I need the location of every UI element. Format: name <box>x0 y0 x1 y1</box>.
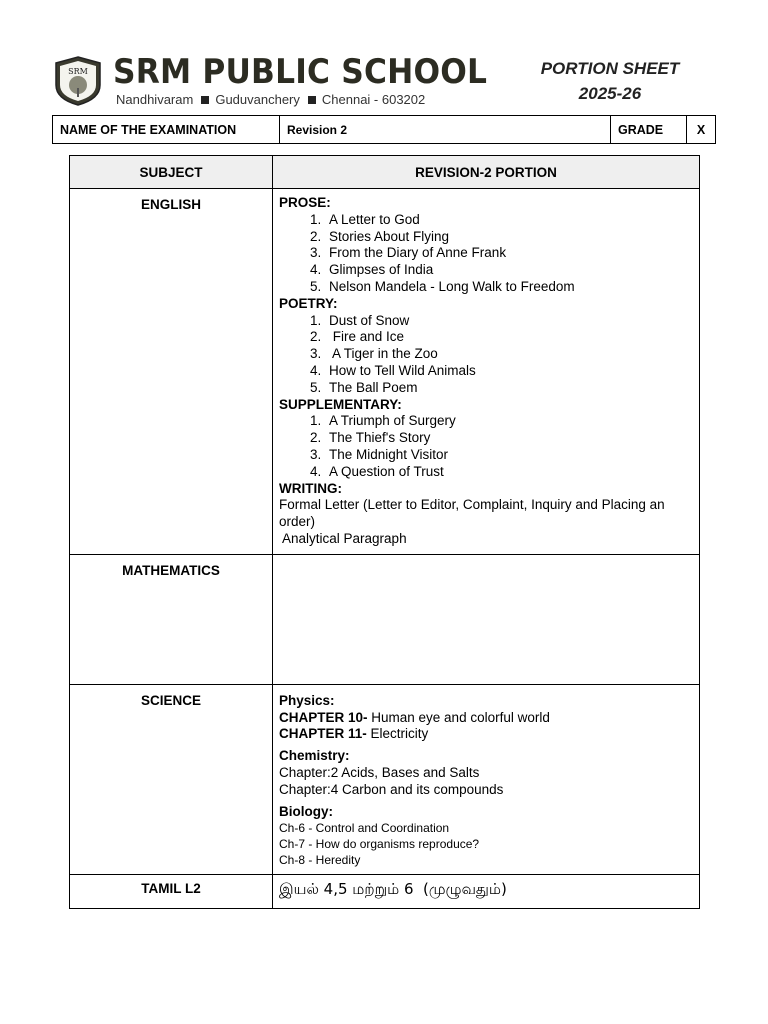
chemistry-item: Chapter:4 Carbon and its compounds <box>279 781 504 797</box>
exam-name-value: Revision 2 <box>280 116 611 143</box>
exam-info-row <box>52 115 716 144</box>
list-item: 1. A Letter to God <box>325 212 693 229</box>
list-item: 2. Stories About Flying <box>325 229 693 246</box>
portion-science <box>273 684 700 875</box>
list-item: 1. Dust of Snow <box>325 313 693 330</box>
portion-column-header: REVISION-2 PORTION <box>273 156 700 189</box>
poetry-heading: POETRY: <box>279 295 338 311</box>
table-row-english <box>70 189 700 555</box>
address-part: Guduvanchery <box>215 92 300 107</box>
physics-heading: Physics: <box>279 692 335 708</box>
biology-item: Ch-8 - Heredity <box>279 853 361 868</box>
subject-science: SCIENCE <box>70 684 273 875</box>
list-item: 5. Nelson Mandela - Long Walk to Freedom <box>325 279 693 296</box>
chapter-title: Electricity <box>366 726 429 742</box>
list-item: 4. How to Tell Wild Animals <box>325 363 693 380</box>
list-item: 5. The Ball Poem <box>325 380 693 397</box>
writing-item: Formal Letter (Letter to Editor, Complaint, Inquiry and Placing an order) <box>279 497 665 530</box>
chemistry-heading: Chemistry: <box>279 748 350 764</box>
school-address <box>116 92 425 107</box>
supplementary-heading: SUPPLEMENTARY: <box>279 396 402 412</box>
subject-tamil: TAMIL L2 <box>70 875 273 909</box>
biology-item: Ch-7 - How do organisms reproduce? <box>279 837 480 852</box>
chapter-number: CHAPTER 11- <box>279 726 367 742</box>
school-name: SRM PUBLIC SCHOOL <box>113 52 488 92</box>
list-item: 4. Glimpses of India <box>325 262 693 279</box>
writing-item: Analytical Paragraph <box>279 530 407 546</box>
prose-list <box>279 212 693 296</box>
chapter-title: Human eye and colorful world <box>367 709 550 725</box>
list-item: 2. The Thief's Story <box>325 430 693 447</box>
academic-year: 2025-26 <box>578 84 642 103</box>
grade-label: GRADE <box>611 116 687 143</box>
address-part: Chennai - 603202 <box>321 92 426 107</box>
portion-mathematics <box>273 554 700 684</box>
table-header-row <box>70 156 700 189</box>
portion-sheet-title <box>505 56 715 106</box>
list-item: 3. The Midnight Visitor <box>325 447 693 464</box>
subject-english: ENGLISH <box>70 189 273 555</box>
logo-text: SRM <box>68 67 88 76</box>
sheet-title: PORTION SHEET <box>540 59 680 78</box>
chemistry-item: Chapter:2 Acids, Bases and Salts <box>279 764 480 780</box>
portion-table <box>69 155 700 909</box>
list-item: 3. From the Diary of Anne Frank <box>325 245 693 262</box>
prose-heading: PROSE: <box>279 195 331 210</box>
table-row-tamil <box>70 875 700 909</box>
list-item: 3. A Tiger in the Zoo <box>325 346 693 363</box>
school-logo <box>50 55 106 107</box>
supplementary-list <box>279 413 693 480</box>
physics-item <box>279 710 693 727</box>
biology-item: Ch-6 - Control and Coordination <box>279 821 450 836</box>
list-item: 1. A Triumph of Surgery <box>325 413 693 430</box>
writing-heading: WRITING: <box>279 480 342 496</box>
list-item: 4. A Question of Trust <box>325 464 693 481</box>
subject-mathematics: MATHEMATICS <box>70 554 273 684</box>
address-part: Nandhivaram <box>116 92 194 107</box>
grade-value: X <box>696 122 706 137</box>
subject-column-header: SUBJECT <box>70 156 273 189</box>
list-item: 2. Fire and Ice <box>325 329 693 346</box>
physics-item <box>279 726 693 743</box>
poetry-list <box>279 313 693 397</box>
chapter-number: CHAPTER 10- <box>279 709 368 725</box>
portion-english <box>273 189 700 555</box>
portion-tamil: இயல் 4,5 மற்றும் 6 (முழுவதும்) <box>273 875 700 909</box>
biology-heading: Biology: <box>279 803 333 819</box>
table-row-maths <box>70 554 700 684</box>
exam-name-label: NAME OF THE EXAMINATION <box>53 116 280 143</box>
table-row-science <box>70 684 700 875</box>
